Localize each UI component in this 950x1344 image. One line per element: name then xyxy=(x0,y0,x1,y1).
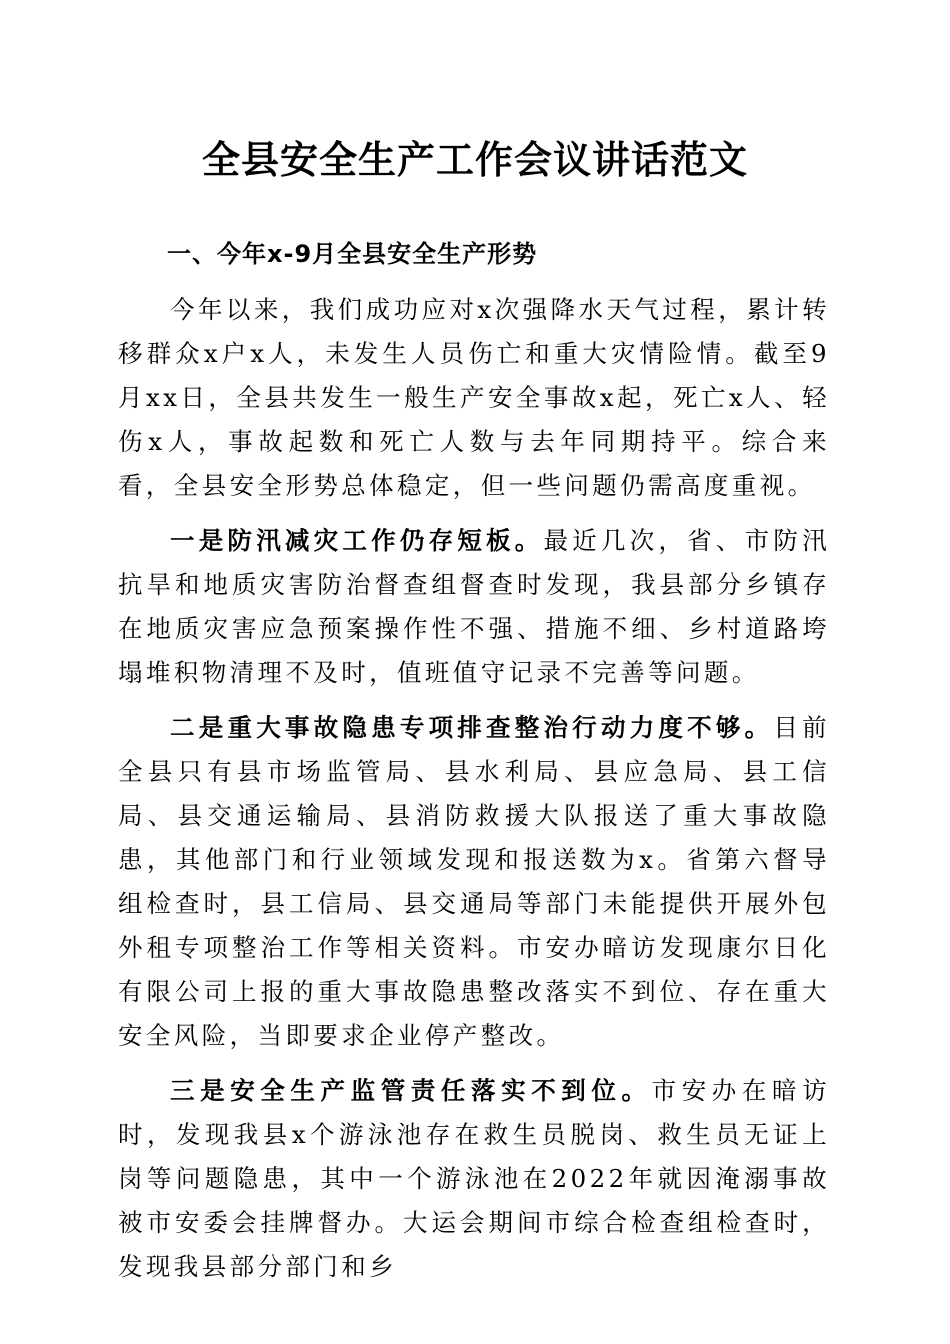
paragraph-text: 今年以来，我们成功应对x次强降水天气过程，累计转移群众x户x人，未发生人员伤亡和重大灾情险情。截至9月xx日，全县共发生一般生产安全事故x起，死亡x人、轻伤x人，事故起数和死亡人数与去年同期持平。综合来看，全县安全形势总体稳定，但一些问题仍需高度重视。 xyxy=(118,295,830,500)
paragraph-text: 市安办在暗访时，发现我县x个游泳池存在救生员脱岗、救生员无证上岗等问题隐患，其中一个游泳池在2022年就因淹溺事故被市安委会挂牌督办。大运会期间市综合检查组检查时，发现我县部分部门和乡 xyxy=(118,1076,830,1281)
paragraph-lead: 三是安全生产监管责任落实不到位。 xyxy=(170,1076,652,1105)
paragraph-text: 最近几次，省、市防汛抗旱和地质灾害防治督查组督查时发现，我县部分乡镇存在地质灾害应急预案操作性不强、措施不细、乡村道路垮塌堆积物清理不及时，值班值守记录不完善等问题。 xyxy=(118,526,830,687)
paragraph-supervision xyxy=(118,1069,830,1289)
document-title: 全县安全生产工作会议讲话范文 xyxy=(201,137,748,182)
paragraph-lead: 二是重大事故隐患专项排查整治行动力度不够。 xyxy=(170,713,774,742)
section-heading: 一、今年x-9月全县安全生产形势 xyxy=(167,240,538,268)
paragraph-lead: 一是防汛减灾工作仍存短板。 xyxy=(170,526,544,555)
paragraph-flood-control xyxy=(118,519,830,695)
paragraph-text: 目前全县只有县市场监管局、县水利局、县应急局、县工信局、县交通运输局、县消防救援大队报送了重大事故隐患，其他部门和行业领域发现和报送数为x。省第六督导组检查时，县工信局、县交通局等部门未能提供开展外包外租专项整治工作等相关资料。市安办暗访发现康尔日化有限公司上报的重大事故隐患整改落实不到位、存在重大安全风险，当即要求企业停产整改。 xyxy=(118,713,830,1050)
paragraph-overview xyxy=(118,288,830,508)
document-body xyxy=(118,232,830,1300)
paragraph-hazard-inspection xyxy=(118,706,830,1058)
